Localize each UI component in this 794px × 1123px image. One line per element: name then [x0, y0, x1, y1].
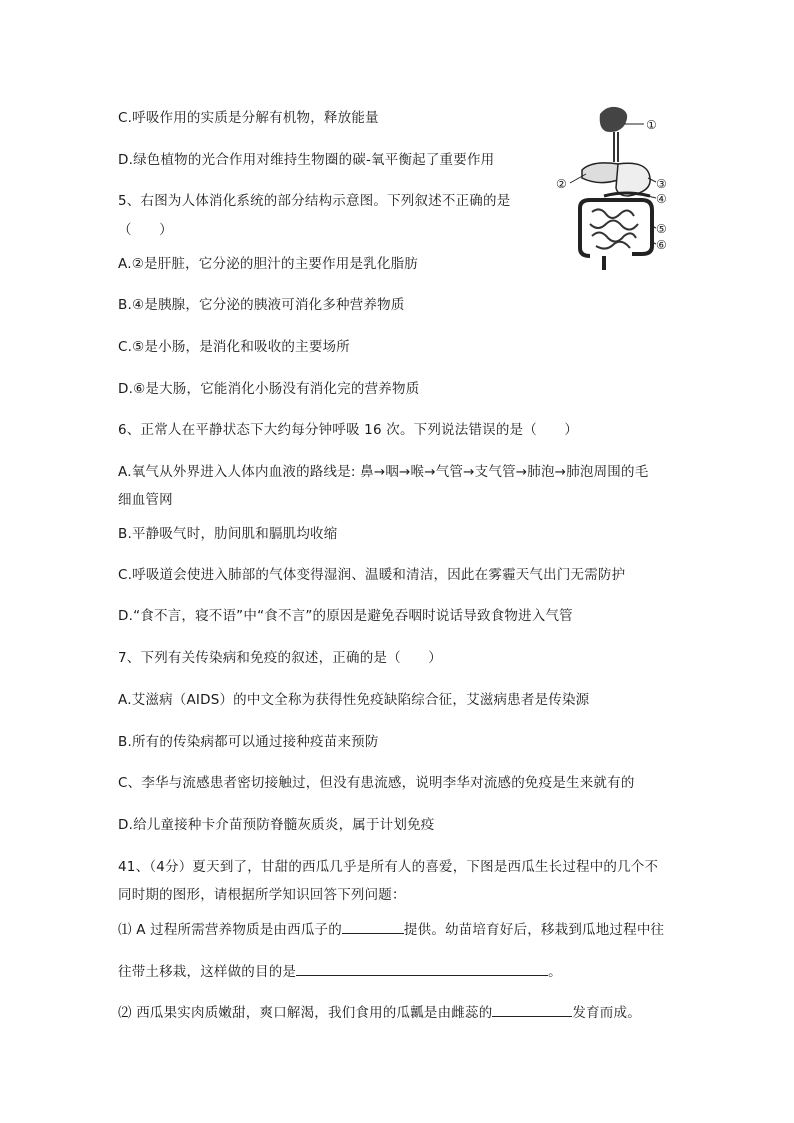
q4-option-d: D.绿色植物的光合作用对维持生物圈的碳-氧平衡起了重要作用: [118, 152, 495, 168]
q6-stem: 6、正常人在平静状态下大约每分钟呼吸 16 次。下列说法错误的是（ ）: [118, 422, 579, 438]
stomach-shape: [616, 163, 650, 196]
q5-option-a: A.②是肝脏，它分泌的胆汁的主要作用是乳化脂肪: [118, 256, 418, 272]
q7-stem: 7、下列有关传染病和免疫的叙述，正确的是（ ）: [118, 650, 442, 666]
q41-part1-line1: [118, 919, 664, 940]
large-intestine-shape: [580, 200, 652, 254]
figure-label-3: ③: [656, 177, 667, 191]
q6-option-a-line1: A.氧气从外界进入人体内血液的路线是: 鼻→咽→喉→气管→支气管→肺泡→肺泡周围的毛: [118, 464, 649, 480]
q41-stem-line2: 同时期的图形，请根据所学知识回答下列问题：: [118, 887, 406, 903]
q41-part1-line2: [118, 961, 562, 982]
figure-label-6: ⑥: [656, 238, 667, 252]
q5-option-d: D.⑥是大肠，它能消化小肠没有消化完的营养物质: [118, 381, 420, 397]
q6-option-c: C.呼吸道会使进入肺部的气体变得湿润、温暖和清洁，因此在雾霾天气出门无需防护: [118, 567, 626, 583]
small-intestine-shape: [590, 209, 638, 248]
q41-part2-text-a: ⑵ 西瓜果实肉质嫩甜，爽口解渴，我们食用的瓜瓤是由雌蕊的: [118, 1005, 493, 1021]
esophagus-shape: [614, 132, 618, 162]
figure-label-4: ④: [656, 192, 667, 206]
q41-part1-text-b: 提供。幼苗培育好后，移栽到瓜地过程中往: [403, 922, 665, 938]
q41-part2-line: [118, 1002, 641, 1023]
q5-option-b: B.④是胰腺，它分泌的胰液可消化多种营养物质: [118, 297, 405, 313]
figure-label-5: ⑤: [656, 222, 667, 236]
q41-part1-text-a: ⑴ A 过程所需营养物质是由西瓜子的: [118, 922, 342, 938]
q41-blank-1[interactable]: [342, 919, 404, 934]
digestive-system-figure: [552, 100, 682, 280]
figure-label-2: ②: [556, 177, 567, 191]
q41-stem-line1: 41、（4分）夏天到了，甘甜的西瓜几乎是所有人的喜爱，下图是西瓜生长过程中的几个不: [118, 859, 659, 875]
q6-option-d: D.“食不言，寝不语”中“食不言”的原因是避免吞咽时说话导致食物进入气管: [118, 608, 573, 624]
mouth-shape: [600, 107, 627, 132]
q5-stem: 5、右图为人体消化系统的部分结构示意图。下列叙述不正确的是: [118, 193, 511, 209]
q7-option-a: A.艾滋病（AIDS）的中文全称为获得性免疫缺陷综合征，艾滋病患者是传染源: [118, 692, 590, 708]
q5-answer-paren: （ ）: [118, 222, 173, 238]
q7-option-b: B.所有的传染病都可以通过接种疫苗来预防: [118, 734, 379, 750]
q6-option-b: B.平静吸气时，肋间肌和膈肌均收缩: [118, 526, 338, 542]
q41-part2-text-b: 发育而成。: [572, 1005, 641, 1021]
q6-option-a-line2: 细血管网: [118, 492, 173, 508]
q7-option-d: D.给儿童接种卡介苗预防脊髓灰质炎，属于计划免疫: [118, 817, 435, 833]
q41-part1-line2-text: 往带土移栽，这样做的目的是: [118, 964, 297, 980]
figure-label-1: ①: [646, 118, 657, 132]
large-intestine-left: [580, 208, 590, 256]
q7-option-c: C、李华与流感患者密切接触过，但没有患流感，说明李华对流感的免疫是生来就有的: [118, 775, 635, 791]
q41-part1-end: 。: [548, 964, 562, 980]
q41-blank-3[interactable]: [492, 1002, 572, 1017]
q4-option-c: C.呼吸作用的实质是分解有机物，释放能量: [118, 110, 379, 126]
q41-blank-2[interactable]: [296, 961, 548, 976]
q5-option-c: C.⑤是小肠，是消化和吸收的主要场所: [118, 339, 350, 355]
